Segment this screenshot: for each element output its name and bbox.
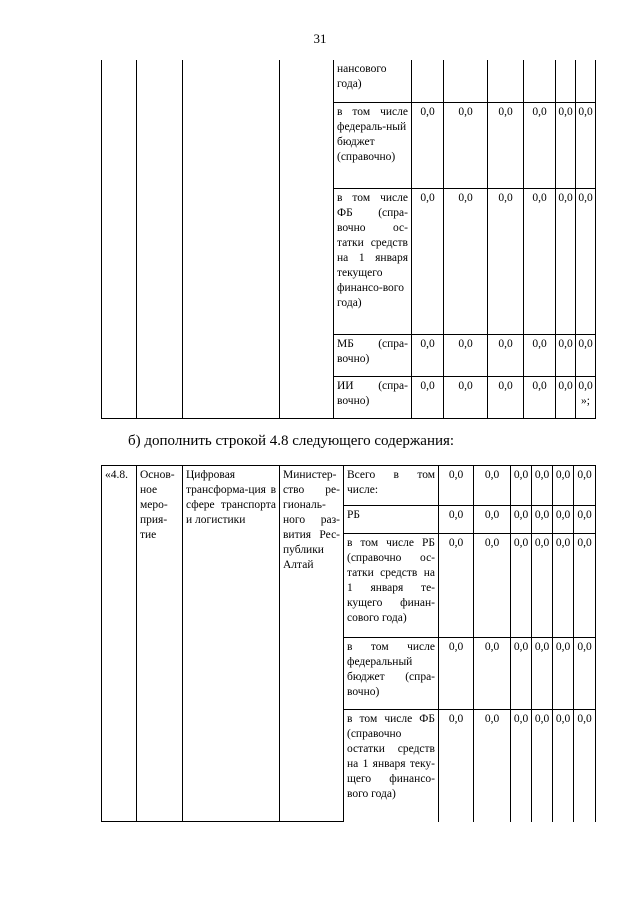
value-cell bbox=[412, 60, 444, 102]
value-cell: 0,0 bbox=[524, 376, 556, 418]
amendment-note: б) дополнить строкой 4.8 следующего содержания: bbox=[128, 433, 455, 449]
source-description: в том числе ФБ (справочно остатки средств на 1 января теку-щего финансо-вого года) bbox=[344, 710, 439, 822]
value-cell: 0,0 bbox=[439, 710, 474, 822]
value-cell: 0,0 bbox=[439, 506, 474, 534]
value-cell: 0,0 bbox=[444, 376, 488, 418]
value-cell: 0,0 bbox=[524, 102, 556, 188]
value-cell: 0,0 bbox=[574, 506, 596, 534]
value-cell: 0,0 bbox=[574, 466, 596, 506]
value-cell: 0,0 bbox=[574, 710, 596, 822]
value-cell: 0,0 bbox=[553, 638, 574, 710]
value-cell: 0,0 bbox=[532, 466, 553, 506]
value-cell: 0,0 bbox=[474, 638, 511, 710]
value-cell: 0,0 bbox=[474, 506, 511, 534]
item-name: Цифровая трансформа-ция в сфере транспорта и логистики bbox=[183, 466, 280, 822]
source-description: МБ (спра-вочно) bbox=[334, 334, 412, 376]
value-cell: 0,0 bbox=[444, 334, 488, 376]
empty-cell bbox=[102, 60, 137, 418]
value-cell: 0,0 bbox=[488, 102, 524, 188]
value-cell: 0,0 bbox=[532, 710, 553, 822]
value-cell: 0,0 bbox=[412, 102, 444, 188]
value-cell: 0,0 bbox=[524, 334, 556, 376]
value-cell: 0,0 bbox=[511, 466, 532, 506]
value-cell: 0,0 bbox=[474, 466, 511, 506]
source-description: в том числе ФБ (спра-вочно ос-татки средств на 1 января текущего финансо-вого года) bbox=[334, 188, 412, 334]
value-cell: 0,0 »; bbox=[576, 376, 596, 418]
value-cell: 0,0 bbox=[553, 466, 574, 506]
item-number: «4.8. bbox=[102, 466, 137, 822]
value-cell: 0,0 bbox=[511, 534, 532, 638]
value-cell: 0,0 bbox=[444, 188, 488, 334]
value-cell: 0,0 bbox=[524, 188, 556, 334]
value-cell: 0,0 bbox=[474, 710, 511, 822]
source-description: в том числе федераль-ный бюджет (справочно) bbox=[334, 102, 412, 188]
value-cell: 0,0 bbox=[412, 188, 444, 334]
source-description: в том числе РБ (справочно ос-татки средств на 1 января те-кущего финан-сового года) bbox=[344, 534, 439, 638]
value-cell: 0,0 bbox=[576, 334, 596, 376]
page-number: 31 bbox=[313, 31, 327, 46]
source-description: РБ bbox=[344, 506, 439, 534]
value-cell: 0,0 bbox=[576, 102, 596, 188]
value-cell: 0,0 bbox=[532, 638, 553, 710]
source-description: в том числе федеральный бюджет (спра-вочно) bbox=[344, 638, 439, 710]
value-cell: 0,0 bbox=[532, 506, 553, 534]
value-cell: 0,0 bbox=[511, 710, 532, 822]
value-cell: 0,0 bbox=[556, 188, 576, 334]
value-cell bbox=[444, 60, 488, 102]
value-cell: 0,0 bbox=[576, 188, 596, 334]
value-cell: 0,0 bbox=[553, 534, 574, 638]
value-cell bbox=[524, 60, 556, 102]
value-cell: 0,0 bbox=[511, 638, 532, 710]
source-description: нансового года) bbox=[334, 60, 412, 102]
value-cell: 0,0 bbox=[556, 102, 576, 188]
value-cell: 0,0 bbox=[574, 534, 596, 638]
value-cell: 0,0 bbox=[532, 534, 553, 638]
source-description: Всего в том числе: bbox=[344, 466, 439, 506]
value-cell: 0,0 bbox=[553, 506, 574, 534]
value-cell bbox=[488, 60, 524, 102]
value-cell: 0,0 bbox=[556, 334, 576, 376]
value-cell: 0,0 bbox=[488, 334, 524, 376]
source-description: ИИ (спра-вочно) bbox=[334, 376, 412, 418]
empty-cell bbox=[183, 60, 280, 418]
table-row bbox=[102, 466, 596, 506]
budget-table-continuation bbox=[101, 60, 596, 419]
value-cell: 0,0 bbox=[553, 710, 574, 822]
value-cell: 0,0 bbox=[488, 376, 524, 418]
value-cell: 0,0 bbox=[488, 188, 524, 334]
item-executor: Министер-ство ре-гиональ-ного раз-вития Рес-публики Алтай bbox=[280, 466, 344, 822]
budget-table-row-4-8 bbox=[101, 465, 596, 822]
empty-cell bbox=[280, 60, 334, 418]
item-type: Основ-ное меро-прия-тие bbox=[137, 466, 183, 822]
empty-cell bbox=[137, 60, 183, 418]
value-cell: 0,0 bbox=[439, 638, 474, 710]
value-cell: 0,0 bbox=[511, 506, 532, 534]
value-cell: 0,0 bbox=[444, 102, 488, 188]
value-cell: 0,0 bbox=[412, 334, 444, 376]
value-cell: 0,0 bbox=[556, 376, 576, 418]
value-cell: 0,0 bbox=[439, 534, 474, 638]
value-cell: 0,0 bbox=[474, 534, 511, 638]
value-cell: 0,0 bbox=[574, 638, 596, 710]
value-cell: 0,0 bbox=[439, 466, 474, 506]
table-row bbox=[102, 60, 596, 102]
value-cell bbox=[556, 60, 576, 102]
value-cell bbox=[576, 60, 596, 102]
value-cell: 0,0 bbox=[412, 376, 444, 418]
